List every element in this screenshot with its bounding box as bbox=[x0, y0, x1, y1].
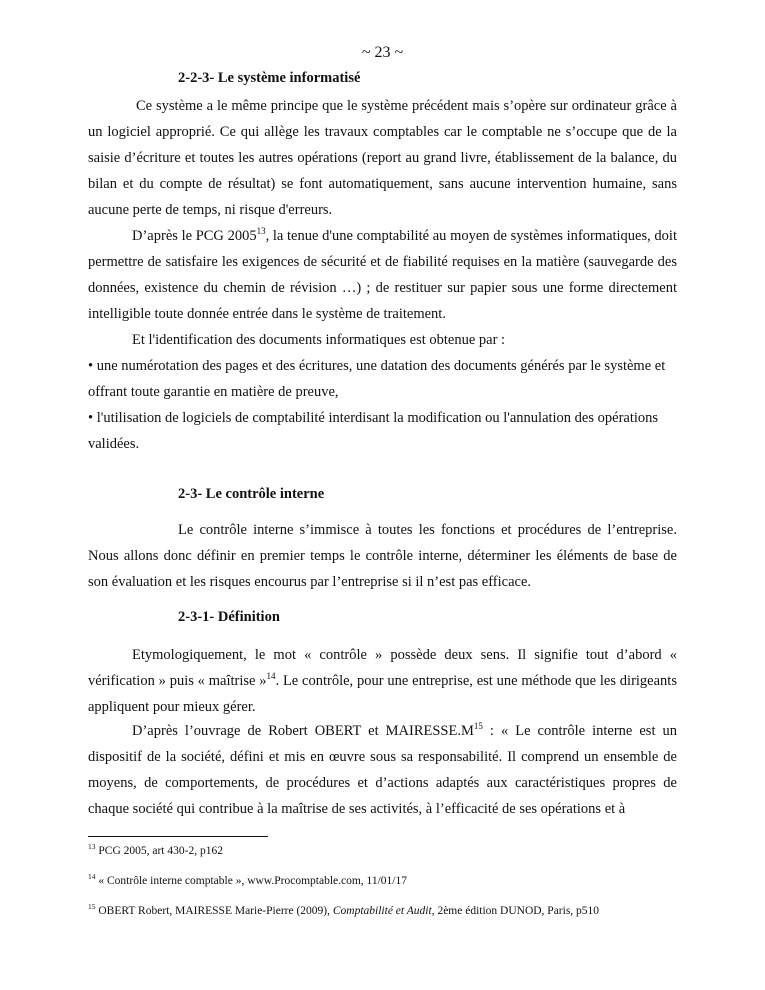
book-title: Comptabilité et Audit bbox=[332, 905, 432, 917]
page-number: ~ 23 ~ bbox=[361, 44, 404, 61]
bullet-numerotation: • une numérotation des pages et des écritures, une datation des documents générés par le système et offrant toute garantie en matière de preuve, bbox=[88, 358, 666, 400]
footnote-separator bbox=[88, 836, 268, 837]
paragraph-pcg-2005: D’après le PCG 2005$^{13}$, la tenue d'une comptabilité au moyen de systèmes informatiques, doit permettre de satisfaire les exigences de sécurité et de fiabilité requises en la matière (sauvegarde des données, existence du chemin de révision …) ; de restituer sur papier sous une forme directement intelligible toute donnée entrée dans le système de traitement. bbox=[88, 226, 677, 322]
paragraph-etymologie: Etymologiquement, le mot « contrôle » possède deux sens. Il signifie tout d’abord « vérification » puis « maîtrise »$^{14}$. Le contrôle, pour une entreprise, est une méthode que les dirigeants appliquent pour mieux gérer. bbox=[88, 647, 677, 715]
paragraph-controle-interne: Le contrôle interne s’immisce à toutes les fonctions et procédures de l’entreprise. Nous allons donc définir en premier temps le contrôle interne, déterminer les éléments de base de son évaluation et les risques encourus par l’entreprise si il n’est pas efficace. bbox=[88, 522, 677, 590]
paragraph-systeme-informatise: Ce système a le même principe que le système précédent mais s’opère sur ordinateur grâce à un logiciel approprié. Ce qui allège les travaux comptables car le comptable ne s’occupe que de la saisie d’écriture et toutes les autres opérations (report au grand livre, établissement de la balance, du bilan et du compte de résultat) se font automatiquement, sans aucune intervention humaine, sans aucune perte de temps, ni risque d'erreurs. bbox=[88, 98, 677, 218]
footnote-13: $^{13}$ PCG 2005, art 430-2, p162 bbox=[88, 842, 223, 857]
bullet-logiciels: • l'utilisation de logiciels de comptabilité interdisant la modification ou l'annulation des opérations validées. bbox=[88, 410, 659, 452]
paragraph-identification: Et l'identification des documents informatiques est obtenue par : bbox=[132, 332, 506, 348]
heading-2-2-3: 2-2-3- Le système informatisé bbox=[178, 70, 361, 86]
heading-2-3-1: 2-3-1- Définition bbox=[178, 609, 280, 625]
footnote-14: $^{14}$ « Contrôle interne comptable », www.Procomptable.com, 11/01/17 bbox=[88, 872, 407, 887]
paragraph-obert-mairesse: D’après l’ouvrage de Robert OBERT et $MAIRESSE.M^{15}$ : « Le contrôle interne est un dispositif de la société, défini et mis en œuvre sous sa responsabilité. Il comprend un ensemble de moyens, de comportements, de procédures et d’actions adaptés aux caractéristiques propres de chaque société qui contribue à la maîtrise de ses activités, à l’efficacité de ses opérations et à bbox=[88, 721, 677, 817]
footnote-15: $^{15}$ OBERT Robert, MAIRESSE Marie-Pierre (2009), Comptabilité et Audit, 2ème édition DUNOD, Paris, p510 bbox=[88, 902, 600, 917]
footnote-ref-13: 13 bbox=[256, 226, 266, 237]
footnote-ref-14: 14 bbox=[266, 671, 276, 682]
heading-2-3: 2-3- Le contrôle interne bbox=[178, 486, 325, 502]
footnote-ref-15: 15 bbox=[473, 721, 483, 732]
